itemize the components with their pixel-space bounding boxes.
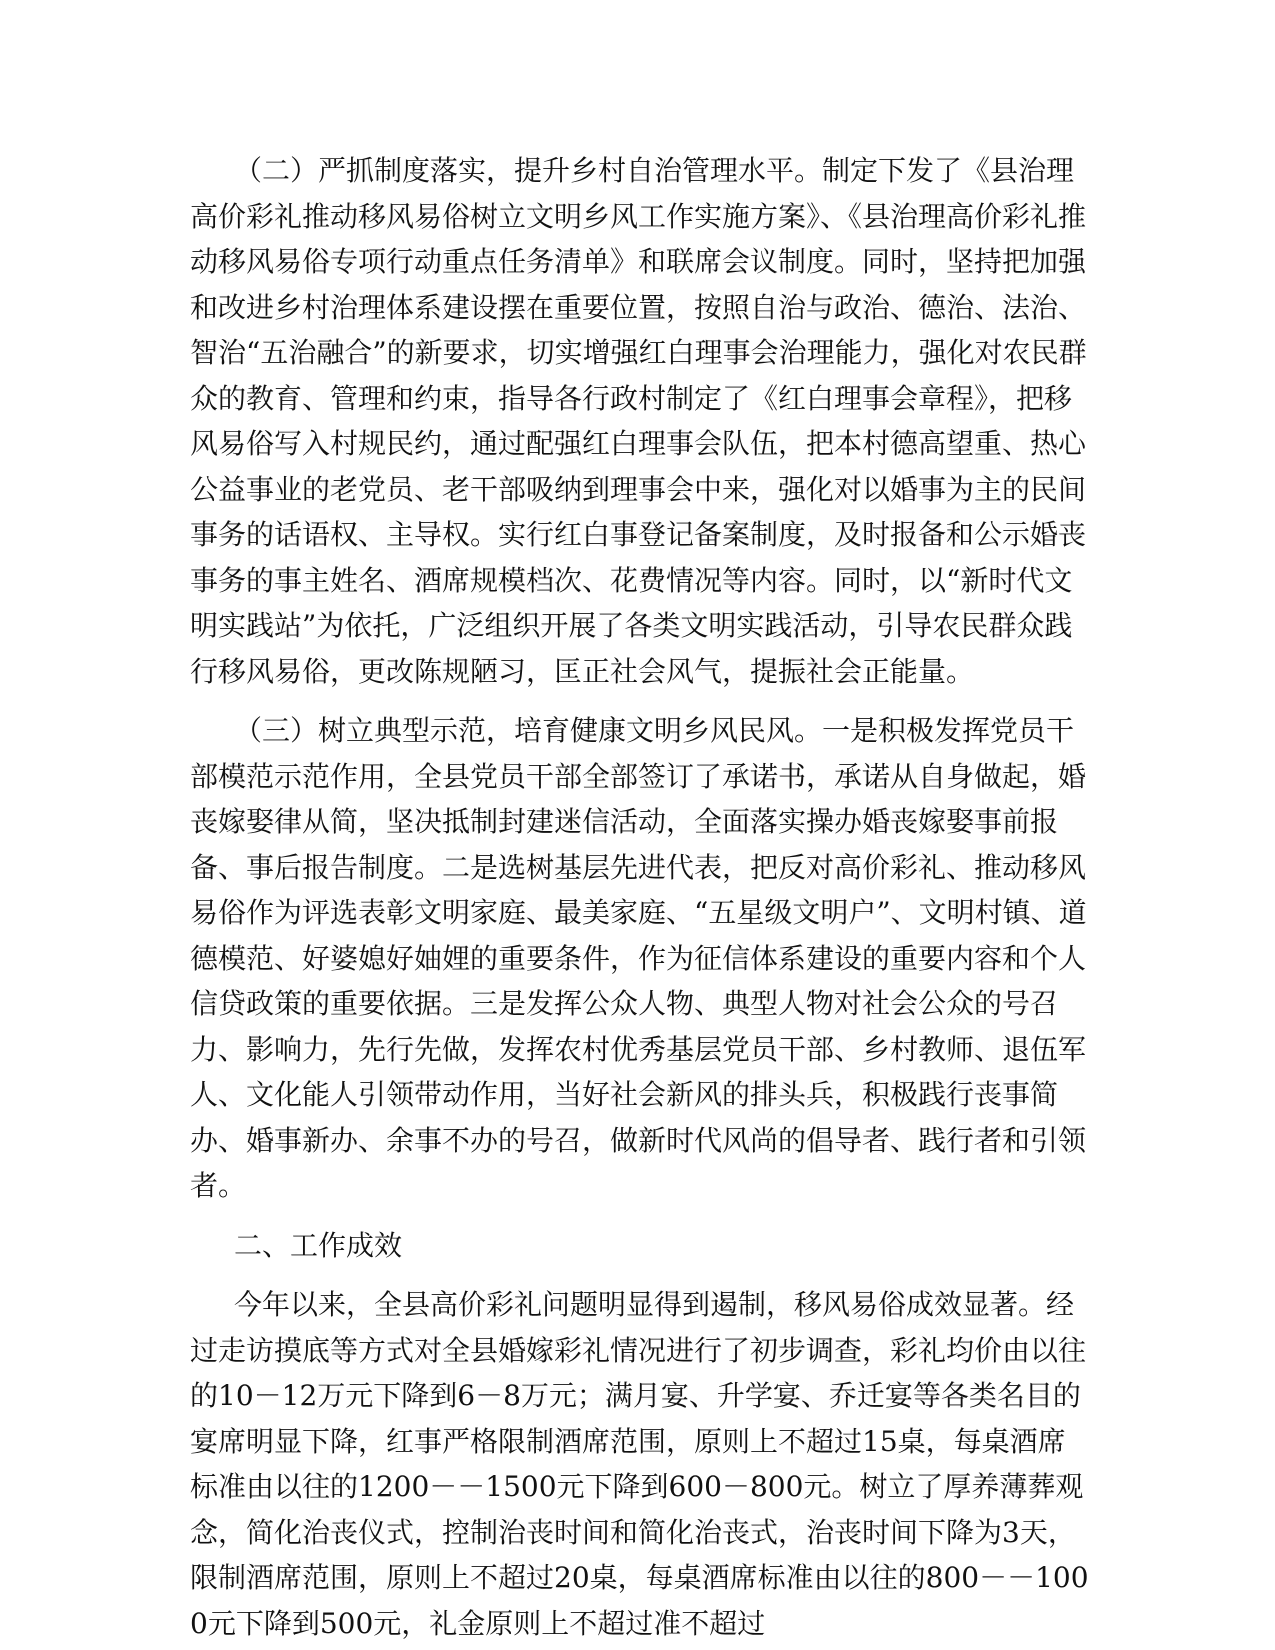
paragraph-self-governance: （二）严抓制度落实，提升乡村自治管理水平。制定下发了《县治理高价彩礼推动移风易俗树立文明乡风工作实施方案》、《县治理高价彩礼推动移风易俗专项行动重点任务清单》和联席会议制度。同时，坚持把加强和改进乡村治理体系建设摆在重要位置，按照自治与政治、德治、法治、智治“五治融合”的新要求，切实增强红白理事会治理能力，强化对农民群众的教育、管理和约束，指导各行政村制定了《红白理事会章程》，把移风易俗写入村规民约，通过配强红白理事会队伍，把本村德高望重、热心公益事业的老党员、老干部吸纳到理事会中来，强化对以婚事为主的民间事务的话语权、主导权。实行红白事登记备案制度，及时报备和公示婚丧事务的事主姓名、酒席规模档次、花费情况等内容。同时，以“新时代文明实践站”为依托，广泛组织开展了各类文明实践活动，引导农民群众践行移风易俗，更改陈规陋习，匡正社会风气，提振社会正能量。: [190, 154, 1087, 688]
section-heading-work-results: 二、工作成效: [234, 1228, 403, 1262]
paragraph-work-results: 今年以来，全县高价彩礼问题明显得到遏制，移风易俗成效显著。经过走访摸底等方式对全县婚嫁彩礼情况进行了初步调查，彩礼均价由以往的10－12万元下降到6－8万元；满月宴、升学宴、乔迁宴等各类名目的宴席明显下降，红事严格限制酒席范围，原则上不超过15桌，每桌酒席标准由以往的1200－－1500元下降到600－800元。树立了厚养薄葬观念，简化治丧仪式，控制治丧时间和简化治丧式，治丧时间下降为3天，限制酒席范围，原则上不超过20桌，每桌酒席标准由以往的800－－1000元下降到500元，礼金原则上不超过准不超过: [190, 1288, 1089, 1640]
paragraph-typical-demonstration: （三）树立典型示范，培育健康文明乡风民风。一是积极发挥党员干部模范示范作用，全县党员干部全部签订了承诺书，承诺从自身做起，婚丧嫁娶律从简，坚决抵制封建迷信活动，全面落实操办婚丧嫁娶事前报备、事后报告制度。二是选树基层先进代表，把反对高价彩礼、推动移风易俗作为评选表彰文明家庭、最美家庭、“五星级文明户”、文明村镇、道德模范、好婆媳好妯娌的重要条件，作为征信体系建设的重要内容和个人信贷政策的重要依据。三是发挥公众人物、典型人物对社会公众的号召力、影响力，先行先做，发挥农村优秀基层党员干部、乡村教师、退伍军人、文化能人引领带动作用，当好社会新风的排头兵，积极践行丧事简办、婚事新办、余事不办的号召，做新时代风尚的倡导者、践行者和引领者。: [190, 714, 1087, 1202]
document-body: [190, 148, 1090, 1646]
